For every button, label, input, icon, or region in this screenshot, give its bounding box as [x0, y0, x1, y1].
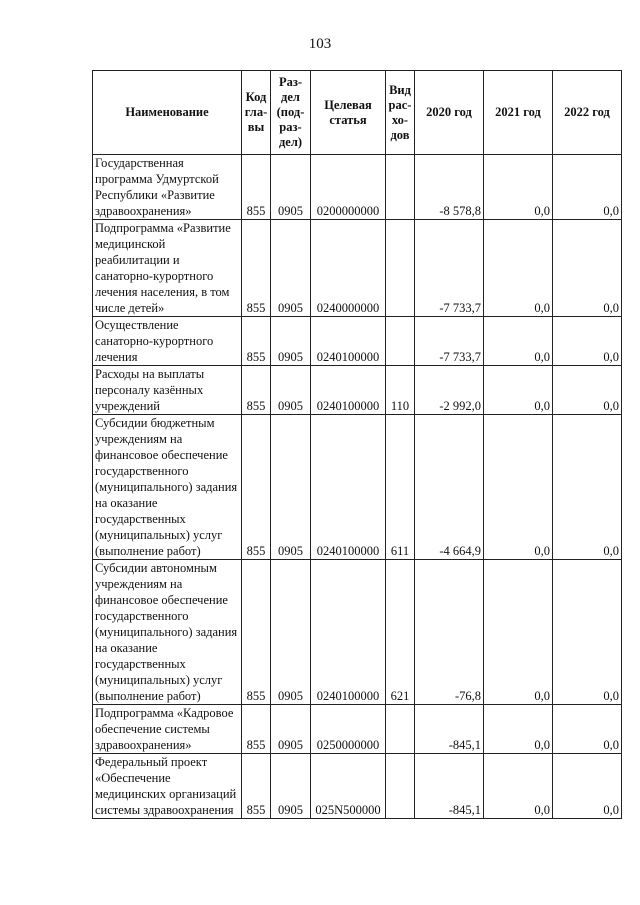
cell-y2020: -845,1 [415, 705, 484, 754]
cell-y2021: 0,0 [484, 415, 553, 560]
cell-code: 855 [242, 415, 271, 560]
cell-y2022: 0,0 [553, 155, 622, 220]
table-row [93, 317, 622, 366]
cell-name: Субсидии бюджетным учреждениям на финансовое обеспечение государственного (муниципального) задания на оказание государственных (муниципальных) услуг (выполнение работ) [93, 415, 242, 560]
cell-expense [386, 705, 415, 754]
cell-y2021: 0,0 [484, 705, 553, 754]
cell-expense: 621 [386, 560, 415, 705]
cell-y2022: 0,0 [553, 560, 622, 705]
cell-y2020: -845,1 [415, 754, 484, 819]
header-2022: 2022 год [553, 71, 622, 155]
header-2021: 2021 год [484, 71, 553, 155]
cell-target: 0240100000 [311, 415, 386, 560]
cell-y2021: 0,0 [484, 155, 553, 220]
cell-section: 0905 [271, 415, 311, 560]
cell-name: Подпрограмма «Развитие медицинской реабилитации и санаторно-курортного лечения населения, в том числе детей» [93, 220, 242, 317]
cell-y2022: 0,0 [553, 415, 622, 560]
cell-section: 0905 [271, 754, 311, 819]
header-row [93, 71, 622, 155]
cell-target: 0200000000 [311, 155, 386, 220]
table-row [93, 220, 622, 317]
cell-code: 855 [242, 366, 271, 415]
cell-y2020: -8 578,8 [415, 155, 484, 220]
cell-y2022: 0,0 [553, 220, 622, 317]
cell-y2022: 0,0 [553, 754, 622, 819]
cell-y2021: 0,0 [484, 366, 553, 415]
cell-name: Подпрограмма «Кадровое обеспечение системы здравоохранения» [93, 705, 242, 754]
cell-expense [386, 155, 415, 220]
cell-code: 855 [242, 220, 271, 317]
cell-section: 0905 [271, 220, 311, 317]
cell-name: Федеральный проект «Обеспечение медицинских организаций системы здравоохранения [93, 754, 242, 819]
cell-section: 0905 [271, 155, 311, 220]
cell-code: 855 [242, 155, 271, 220]
cell-code: 855 [242, 705, 271, 754]
cell-target: 0240100000 [311, 317, 386, 366]
cell-expense: 110 [386, 366, 415, 415]
header-code: Код гла- вы [242, 71, 271, 155]
cell-y2021: 0,0 [484, 220, 553, 317]
header-name: Наименование [93, 71, 242, 155]
cell-y2021: 0,0 [484, 317, 553, 366]
cell-target: 025N500000 [311, 754, 386, 819]
header-expense: Вид рас- хо- дов [386, 71, 415, 155]
table-row [93, 366, 622, 415]
cell-target: 0240100000 [311, 366, 386, 415]
cell-expense: 611 [386, 415, 415, 560]
cell-section: 0905 [271, 317, 311, 366]
table-row [93, 705, 622, 754]
header-2020: 2020 год [415, 71, 484, 155]
budget-table [92, 70, 622, 819]
cell-y2021: 0,0 [484, 560, 553, 705]
cell-y2022: 0,0 [553, 317, 622, 366]
cell-section: 0905 [271, 705, 311, 754]
cell-target: 0240100000 [311, 560, 386, 705]
cell-code: 855 [242, 754, 271, 819]
cell-name: Осуществление санаторно-курортного лечения [93, 317, 242, 366]
header-target: Целевая статья [311, 71, 386, 155]
cell-y2020: -7 733,7 [415, 317, 484, 366]
cell-expense [386, 220, 415, 317]
cell-section: 0905 [271, 366, 311, 415]
cell-y2020: -76,8 [415, 560, 484, 705]
cell-y2020: -4 664,9 [415, 415, 484, 560]
cell-y2022: 0,0 [553, 705, 622, 754]
cell-name: Государственная программа Удмуртской Республики «Развитие здравоохранения» [93, 155, 242, 220]
table-row [93, 155, 622, 220]
cell-section: 0905 [271, 560, 311, 705]
table-body [93, 155, 622, 819]
page-number: 103 [308, 36, 332, 52]
cell-name: Субсидии автономным учреждениям на финансовое обеспечение государственного (муниципального) задания на оказание государственных (муниципальных) услуг (выполнение работ) [93, 560, 242, 705]
header-section: Раз- дел (под- раз- дел) [271, 71, 311, 155]
cell-code: 855 [242, 560, 271, 705]
cell-target: 0240000000 [311, 220, 386, 317]
cell-y2022: 0,0 [553, 366, 622, 415]
cell-y2021: 0,0 [484, 754, 553, 819]
cell-y2020: -2 992,0 [415, 366, 484, 415]
table-row [93, 560, 622, 705]
table-row [93, 754, 622, 819]
cell-expense [386, 317, 415, 366]
cell-name: Расходы на выплаты персоналу казённых учреждений [93, 366, 242, 415]
cell-expense [386, 754, 415, 819]
table-row [93, 415, 622, 560]
cell-target: 0250000000 [311, 705, 386, 754]
cell-code: 855 [242, 317, 271, 366]
cell-y2020: -7 733,7 [415, 220, 484, 317]
